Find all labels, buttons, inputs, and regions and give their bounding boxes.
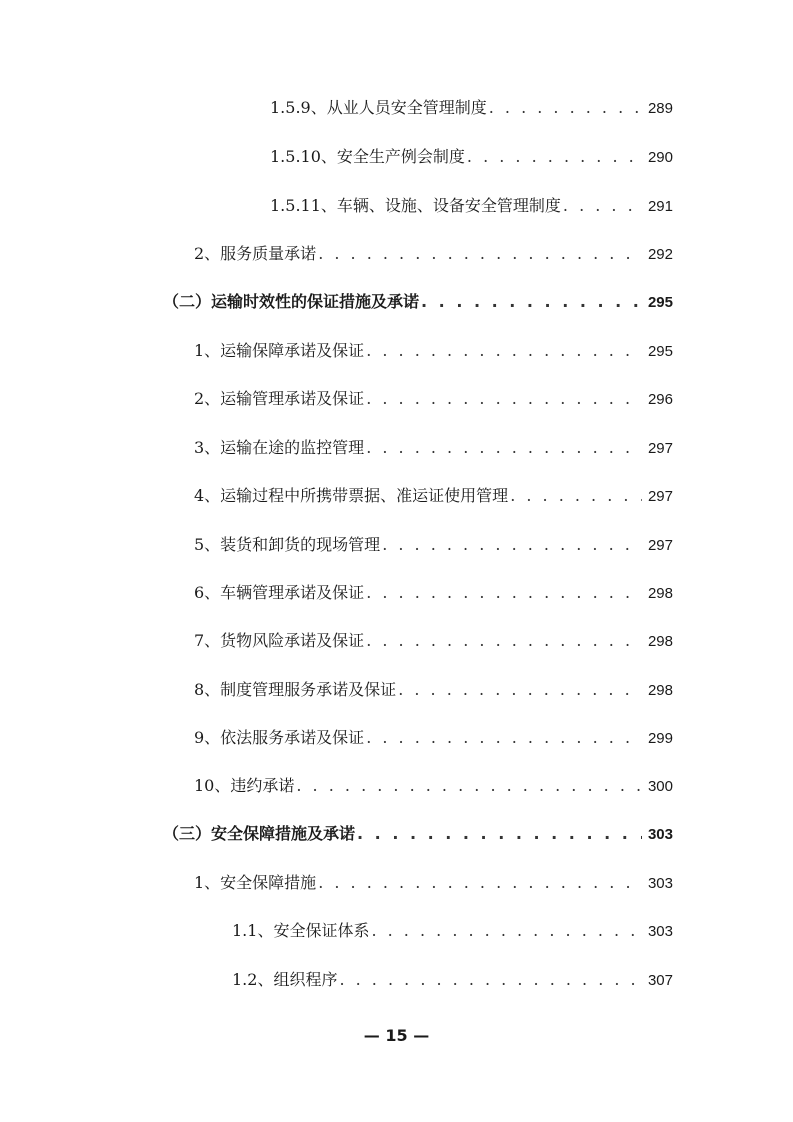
dot-leader (366, 435, 642, 461)
dot-leader (398, 677, 642, 703)
toc-entry-label: 3、运输在途的监控管理 (194, 438, 365, 457)
toc-entry-page: 297 (647, 440, 673, 457)
dot-leader (510, 483, 642, 509)
toc-entry-page: 303 (647, 826, 673, 843)
toc-entry-label: 8、制度管理服务承诺及保证 (194, 680, 397, 699)
toc-entry-page: 297 (647, 537, 673, 554)
dot-leader (296, 773, 642, 799)
toc-entry[interactable] (194, 483, 673, 509)
toc-entry-label: 6、车辆管理承诺及保证 (194, 583, 365, 602)
toc-entry-label: （三）安全保障措施及承诺 (163, 824, 356, 843)
toc-entry[interactable] (194, 677, 673, 703)
toc-entry-page: 296 (647, 391, 673, 408)
dot-leader (421, 289, 642, 315)
toc-entry-label: 7、货物风险承诺及保证 (194, 631, 365, 650)
toc-entry-label: 1.5.11、车辆、设施、设备安全管理制度 (270, 196, 561, 215)
toc-entry-page: 297 (647, 488, 673, 505)
toc-entry[interactable] (194, 338, 673, 364)
toc-entry-label: 1.5.10、安全生产例会制度 (270, 147, 465, 166)
toc-entry-label: 2、运输管理承诺及保证 (194, 389, 365, 408)
dot-leader (318, 870, 642, 896)
dot-leader (382, 532, 642, 558)
toc-entry-page: 298 (647, 585, 673, 602)
toc-entry[interactable] (270, 193, 673, 219)
toc-entry-page: 291 (647, 198, 673, 215)
toc-entry-page: 303 (647, 875, 673, 892)
toc-entry-page: 290 (647, 149, 673, 166)
toc-entry-label: 1、运输保障承诺及保证 (194, 341, 365, 360)
toc-entry[interactable] (232, 918, 673, 944)
toc-entry[interactable] (194, 386, 673, 412)
page-number: — 15 — (363, 1026, 430, 1045)
toc-entry-label: 2、服务质量承诺 (194, 244, 317, 263)
toc-entry[interactable] (194, 725, 673, 751)
toc-entry[interactable] (270, 95, 673, 121)
toc-entry[interactable] (232, 967, 673, 993)
dot-leader (366, 725, 642, 751)
toc-entry-label: 9、依法服务承诺及保证 (194, 728, 365, 747)
toc-entry-page: 307 (647, 972, 673, 989)
toc-entry-page: 295 (647, 343, 673, 360)
toc-section-heading[interactable] (163, 821, 673, 847)
toc-entry[interactable] (194, 435, 673, 461)
toc-entry-label: 1.5.9、从业人员安全管理制度 (270, 98, 487, 117)
toc-entry-label: 5、装货和卸货的现场管理 (194, 535, 381, 554)
toc-entry[interactable] (194, 628, 673, 654)
toc-entry-label: 10、违约承诺 (194, 776, 295, 795)
toc-entry[interactable] (194, 532, 673, 558)
toc-entry-page: 292 (647, 246, 673, 263)
toc-entry-label: 1.2、组织程序 (232, 970, 338, 989)
toc-entry-page: 289 (647, 100, 673, 117)
toc-entry-page: 300 (647, 778, 673, 795)
dot-leader (366, 580, 642, 606)
toc-entry[interactable] (194, 870, 673, 896)
toc-entry-label: 4、运输过程中所携带票据、准运证使用管理 (194, 486, 509, 505)
dot-leader (366, 628, 642, 654)
toc-entry-page: 298 (647, 682, 673, 699)
dot-leader (467, 144, 642, 170)
toc-section-heading[interactable] (163, 289, 673, 315)
dot-leader (489, 95, 642, 121)
toc-entry-page: 299 (647, 730, 673, 747)
dot-leader (563, 193, 642, 219)
toc-entry-page: 298 (647, 633, 673, 650)
dot-leader (339, 967, 642, 993)
toc-entry[interactable] (194, 773, 673, 799)
toc-entry[interactable] (194, 241, 673, 267)
dot-leader (371, 918, 642, 944)
toc-entry-label: 1、安全保障措施 (194, 873, 317, 892)
toc-entry-page: 295 (647, 294, 673, 311)
dot-leader (318, 241, 642, 267)
toc-entry-page: 303 (647, 923, 673, 940)
toc-entry[interactable] (194, 580, 673, 606)
dot-leader (357, 821, 642, 847)
dot-leader (366, 338, 642, 364)
toc-entry[interactable] (270, 144, 673, 170)
dot-leader (366, 386, 642, 412)
toc-entry-label: 1.1、安全保证体系 (232, 921, 370, 940)
toc-entry-label: （二）运输时效性的保证措施及承诺 (163, 292, 420, 311)
